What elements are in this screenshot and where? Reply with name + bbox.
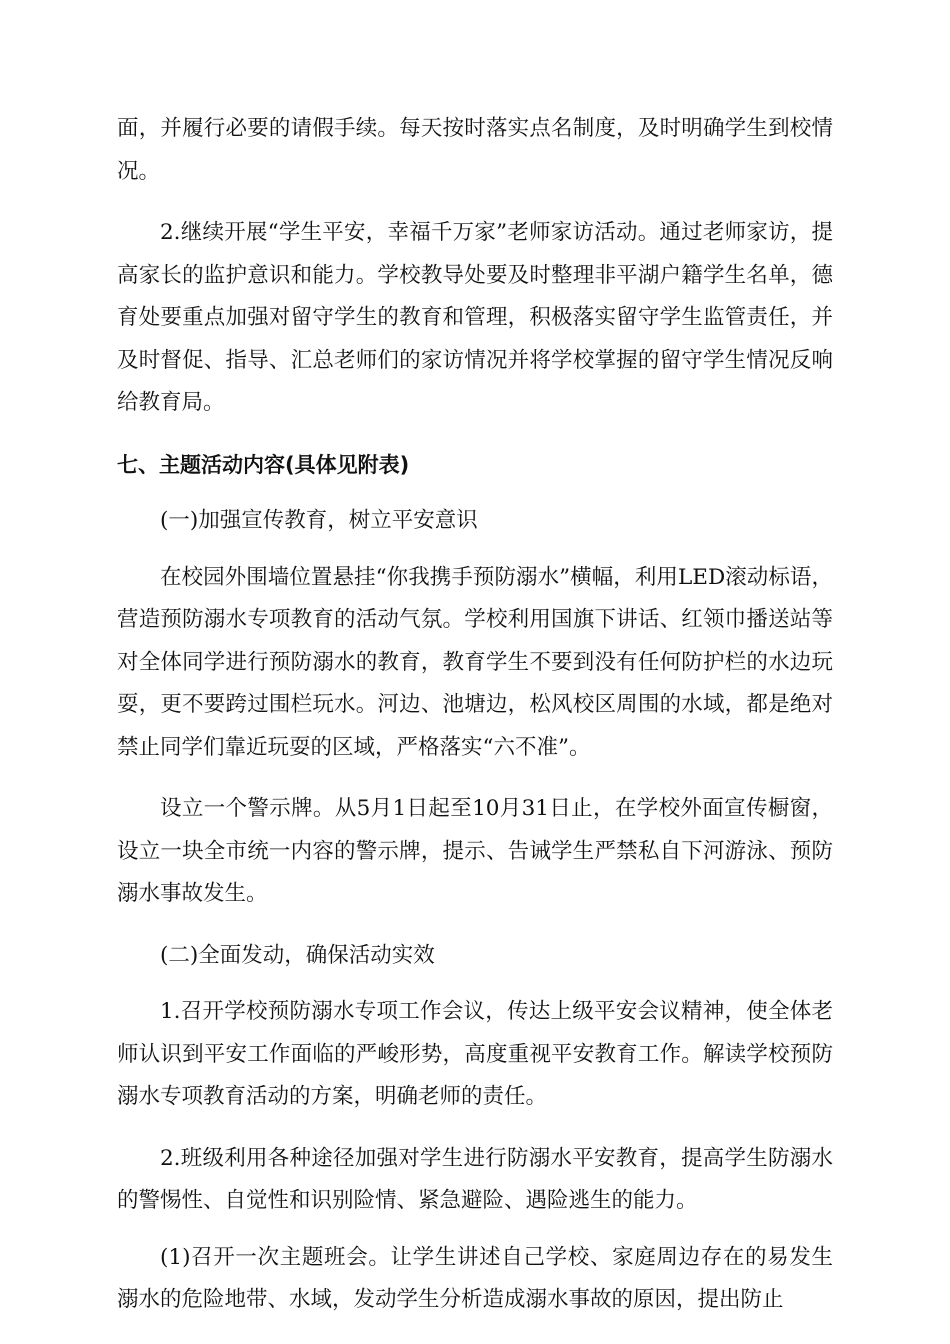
paragraph-attendance-continued: 面，并履行必要的请假手续。每天按时落实点名制度，及时明确学生到校情况。 [117,116,833,184]
paragraph-home-visit: 2.继续开展“学生平安，幸福千万家”老师家访活动。通过老师家访，提高家长的监护意识和能力。学校教导处要及时整理非平湖户籍学生名单，德育处要重点加强对留守学生的教育和管理，积极落实留守学生监管责任，并及时督促、指导、汇总老师们的家访情况并将学校掌握的留守学生情况反响给教育局。 [117,220,833,415]
paragraph-warning-sign: 设立一个警示牌。从5月1日起至10月31日止，在学校外面宣传橱窗，设立一块全市统一内容的警示牌，提示、告诫学生严禁私自下河游泳、预防溺水事故发生。 [117,796,833,906]
paragraph-theme-class-meeting: (1)召开一次主题班会。让学生讲述自己学校、家庭周边存在的易发生溺水的危险地带、水域，发动学生分析造成溺水事故的原因，提出防止 [117,1244,833,1312]
subsection-heading-2: (二)全面发动，确保活动实效 [160,942,435,968]
section-heading-7: 七、主题活动内容(具体见附表) [117,452,410,477]
paragraph-class-education: 2.班级利用各种途径加强对学生进行防溺水平安教育，提高学生防溺水的警惕性、自觉性和识别险情、紧急避险、遇险逃生的能力。 [117,1145,833,1213]
paragraph-school-meeting: 1.召开学校预防溺水专项工作会议，传达上级平安会议精神，使全体老师认识到平安工作面临的严峻形势，高度重视平安教育工作。解读学校预防溺水专项教育活动的方案，明确老师的责任。 [117,999,833,1109]
document-page [117,108,833,1322]
subsection-heading-1: (一)加强宣传教育，树立平安意识 [160,508,478,533]
paragraph-campus-banner: 在校园外围墙位置悬挂“你我携手预防溺水”横幅，利用LED滚动标语，营造预防溺水专项教育的活动气氛。学校利用国旗下讲话、红领巾播送站等对全体同学进行预防溺水的教育，教育学生不要到没有任何防护栏的水边玩耍，更不要跨过围栏玩水。河边、池塘边，松风校区周围的水域，都是绝对禁止同学们靠近玩耍的区域，严格落实“六不准”。 [117,564,833,760]
